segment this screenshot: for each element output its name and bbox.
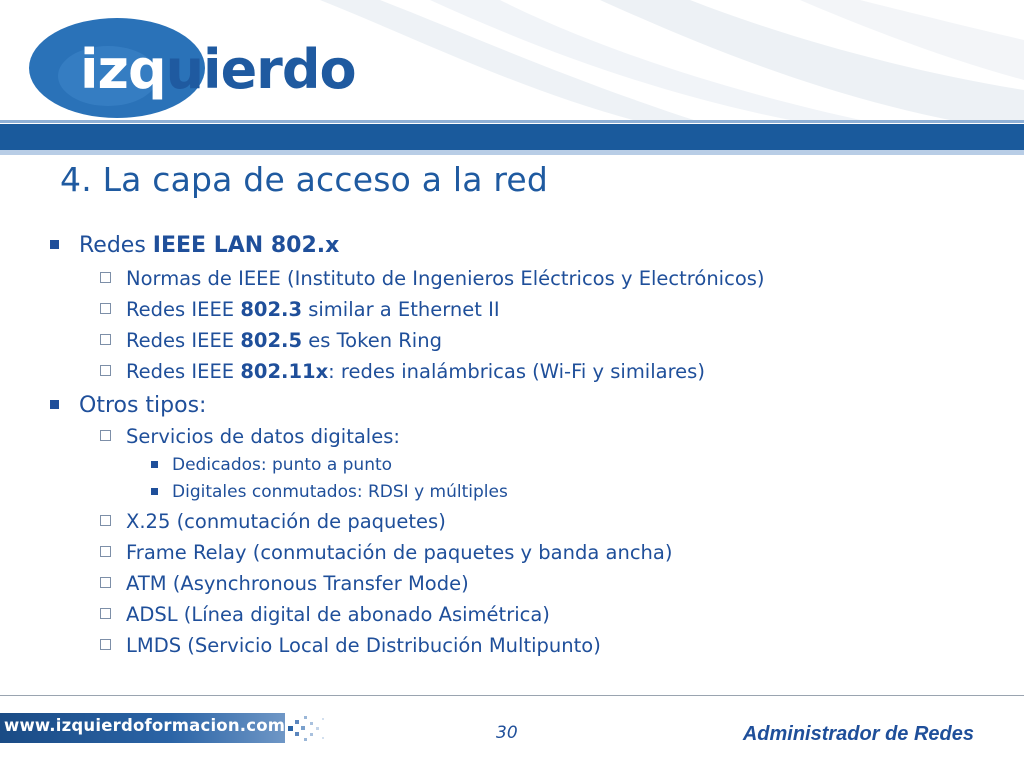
subbullet-text-bold: 802.3 [240,298,303,321]
small-square-bullet-icon [151,461,158,468]
hollow-square-bullet-icon [100,639,111,650]
subbullet-x25 [98,510,446,533]
subbullet-servicios [98,425,400,448]
footer-title: Administrador de Redes [742,723,974,745]
hollow-square-bullet-icon [100,334,111,345]
subbullet-lmds [98,634,601,657]
square-bullet-icon [50,240,59,249]
subbullet-text: Normas de IEEE (Instituto de Ingenieros Eléctricos y Electrónicos) [126,267,765,290]
subbullet-text-pre: Redes IEEE [126,329,241,352]
subbullet-text-pre: Redes IEEE [126,298,241,321]
subbullet-80211x [98,360,705,383]
subbullet-text: X.25 (conmutación de paquetes) [126,510,446,533]
subbullet-text: LMDS (Servicio Local de Distribución Multipunto) [126,634,601,657]
subbullet-text-post: es Token Ring [302,329,442,352]
footer-divider [0,695,1024,696]
subbullet-text-pre: Redes IEEE [126,360,241,383]
footer-url[interactable]: www.izquierdoformacion.com [4,716,286,735]
small-square-bullet-icon [151,488,158,495]
square-bullet-icon [50,400,59,409]
logo-part-q: q [127,38,166,101]
slide-title: 4. La capa de acceso a la red [60,160,549,199]
subsubbullet-dedicados [150,455,392,475]
bullet-text-bold: IEEE LAN 802.x [152,233,340,258]
subbullet-text: Frame Relay (conmutación de paquetes y banda ancha) [126,541,673,564]
subbullet-frame-relay [98,541,672,564]
subbullet-normas [98,267,765,290]
subbullet-text-post: similar a Ethernet II [302,298,500,321]
subbullet-8025 [98,329,442,352]
subbullet-text: Servicios de datos digitales: [126,425,400,448]
subbullet-text: ADSL (Línea digital de abonado Asimétrica) [126,603,550,626]
hollow-square-bullet-icon [100,272,111,283]
bullet-text: Otros tipos: [79,393,207,418]
bullet-redes-ieee [48,233,339,258]
dots-decoration-icon [286,713,330,745]
hollow-square-bullet-icon [100,365,111,376]
subsubbullet-digitales [150,482,508,502]
subbullet-text-post: : redes inalámbricas (Wi-Fi y similares) [328,360,705,383]
subbullet-adsl [98,603,550,626]
hollow-square-bullet-icon [100,430,111,441]
hollow-square-bullet-icon [100,303,111,314]
hollow-square-bullet-icon [100,608,111,619]
subbullet-text: ATM (Asynchronous Transfer Mode) [126,572,469,595]
subbullet-8023 [98,298,500,321]
page-number: 30 [496,723,518,743]
hollow-square-bullet-icon [100,515,111,526]
hollow-square-bullet-icon [100,577,111,588]
logo-part-rest: uierdo [165,38,356,101]
subbullet-text-bold: 802.11x [240,360,329,383]
subsubbullet-text: Dedicados: punto a punto [172,455,393,475]
subbullet-text-bold: 802.5 [240,329,303,352]
subbullet-atm [98,572,469,595]
bullet-text-pre: Redes [79,233,153,258]
subsubbullet-text: Digitales conmutados: RDSI y múltiples [172,482,508,502]
hollow-square-bullet-icon [100,546,111,557]
bullet-otros-tipos [48,393,206,418]
logo-part-iz: iz [80,38,128,101]
